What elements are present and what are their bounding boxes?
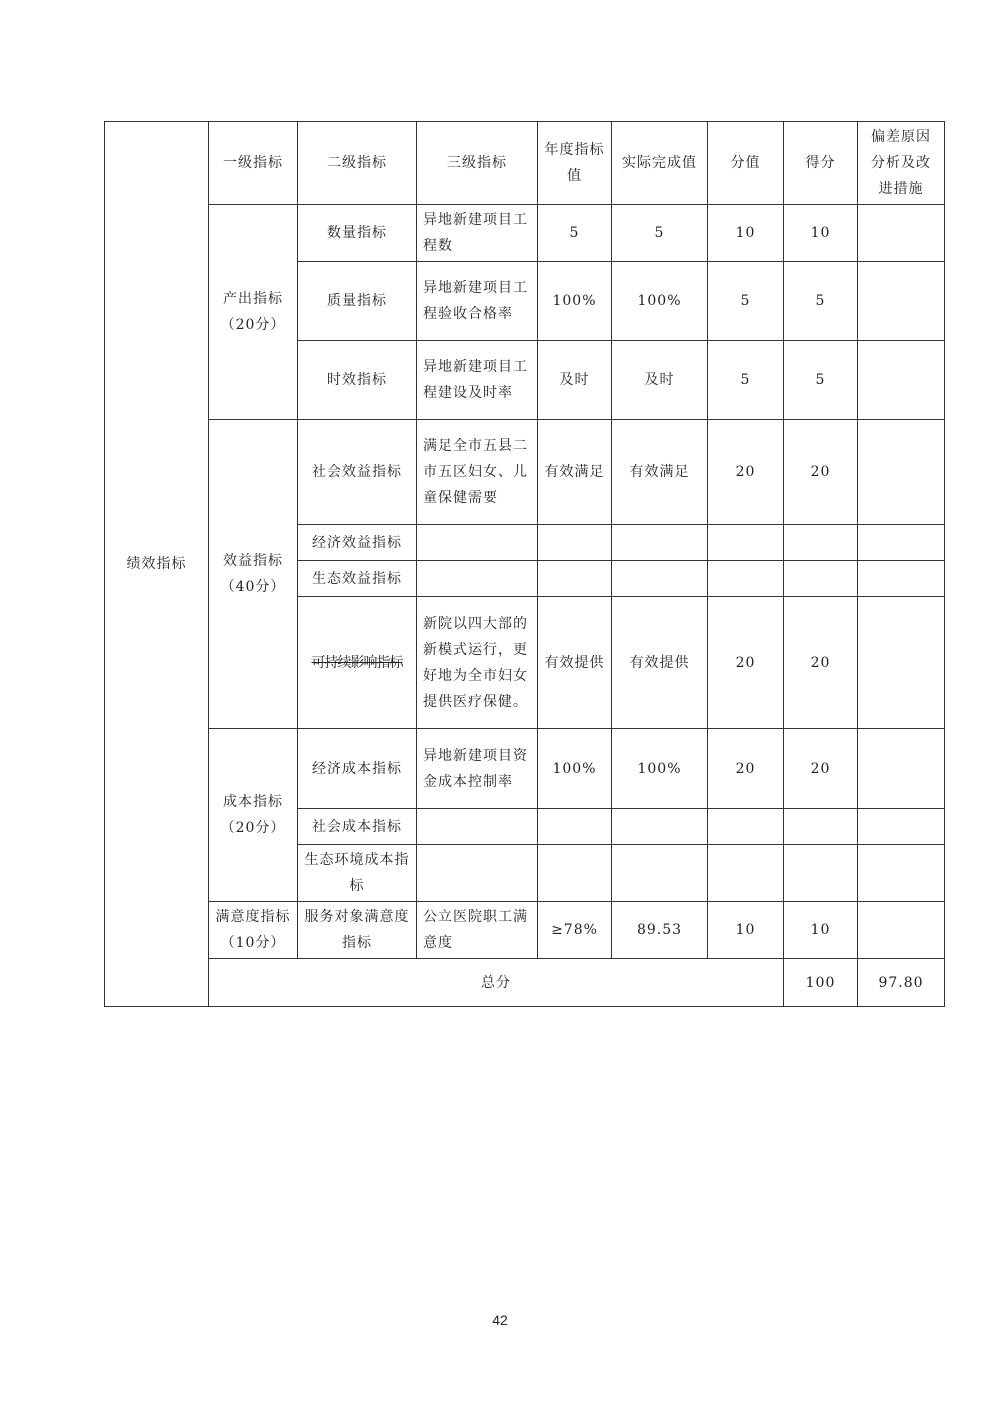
actual-cell: 有效提供 [612, 597, 708, 729]
deviation-cell [858, 809, 945, 845]
deviation-cell [858, 341, 945, 420]
sustainable-impact-label: 可持续影响指标 [311, 654, 403, 671]
score-cell: 10 [784, 902, 858, 959]
table-row [105, 205, 945, 262]
level3-cell: 异地新建项目工程建设及时率 [417, 341, 538, 420]
target-cell [538, 561, 612, 597]
level2-cell: 质量指标 [298, 262, 417, 341]
actual-cell [612, 845, 708, 902]
level3-cell: 新院以四大部的新模式运行，更好地为全市妇女提供医疗保健。 [417, 597, 538, 729]
level2-cell [298, 597, 417, 729]
level2-cell: 社会效益指标 [298, 420, 417, 525]
score-cell: 20 [784, 597, 858, 729]
level3-cell [417, 525, 538, 561]
score-cell [784, 561, 858, 597]
target-cell: 有效满足 [538, 420, 612, 525]
actual-cell [612, 561, 708, 597]
header-row [105, 122, 945, 205]
score-cell: 5 [784, 341, 858, 420]
target-cell: ≥78% [538, 902, 612, 959]
score-cell: 10 [784, 205, 858, 262]
score-value-cell [708, 525, 784, 561]
deviation-cell [858, 262, 945, 341]
table-row [105, 420, 945, 525]
score-value-cell [708, 561, 784, 597]
header-actual: 实际完成值 [612, 122, 708, 205]
level3-cell: 异地新建项目资金成本控制率 [417, 729, 538, 809]
target-cell: 100% [538, 729, 612, 809]
actual-cell [612, 525, 708, 561]
target-cell [538, 525, 612, 561]
score-cell [784, 525, 858, 561]
header-level3: 三级指标 [417, 122, 538, 205]
actual-cell: 100% [612, 262, 708, 341]
level3-cell [417, 809, 538, 845]
deviation-cell [858, 597, 945, 729]
level1-output: 产出指标（20分） [209, 205, 298, 420]
level1-benefit: 效益指标（40分） [209, 420, 298, 729]
level2-cell: 生态效益指标 [298, 561, 417, 597]
target-cell [538, 845, 612, 902]
header-score-value: 分值 [708, 122, 784, 205]
level2-cell: 生态环境成本指标 [298, 845, 417, 902]
score-value-cell [708, 809, 784, 845]
score-value-cell: 20 [708, 420, 784, 525]
score-cell [784, 809, 858, 845]
deviation-cell [858, 561, 945, 597]
score-value-cell [708, 845, 784, 902]
level3-cell: 满足全市五县二市五区妇女、儿童保健需要 [417, 420, 538, 525]
header-target: 年度指标值 [538, 122, 612, 205]
score-cell: 5 [784, 262, 858, 341]
score-cell [784, 845, 858, 902]
total-label: 总分 [209, 959, 784, 1007]
level3-cell: 异地新建项目工程数 [417, 205, 538, 262]
score-value-cell: 20 [708, 597, 784, 729]
page-number: 42 [492, 1312, 508, 1328]
actual-cell: 5 [612, 205, 708, 262]
actual-cell: 89.53 [612, 902, 708, 959]
level3-cell [417, 845, 538, 902]
deviation-cell [858, 205, 945, 262]
deviation-cell [858, 902, 945, 959]
score-cell: 20 [784, 420, 858, 525]
performance-indicator-table [104, 121, 945, 1007]
deviation-cell [858, 420, 945, 525]
level1-cost: 成本指标（20分） [209, 729, 298, 902]
level2-cell: 数量指标 [298, 205, 417, 262]
target-cell: 有效提供 [538, 597, 612, 729]
level3-cell: 公立医院职工满意度 [417, 902, 538, 959]
deviation-cell [858, 729, 945, 809]
total-score: 97.80 [858, 959, 945, 1007]
header-level2: 二级指标 [298, 122, 417, 205]
table-row [105, 729, 945, 809]
total-row [105, 959, 945, 1007]
target-cell [538, 809, 612, 845]
actual-cell: 100% [612, 729, 708, 809]
score-value-cell: 5 [708, 262, 784, 341]
score-value-cell: 10 [708, 205, 784, 262]
deviation-cell [858, 845, 945, 902]
actual-cell: 及时 [612, 341, 708, 420]
level2-cell: 社会成本指标 [298, 809, 417, 845]
header-score: 得分 [784, 122, 858, 205]
score-value-cell: 10 [708, 902, 784, 959]
level2-cell: 时效指标 [298, 341, 417, 420]
deviation-cell [858, 525, 945, 561]
outer-label: 绩效指标 [105, 122, 209, 1007]
total-score-value: 100 [784, 959, 858, 1007]
score-value-cell: 5 [708, 341, 784, 420]
header-level1: 一级指标 [209, 122, 298, 205]
level2-cell: 服务对象满意度指标 [298, 902, 417, 959]
target-cell: 100% [538, 262, 612, 341]
actual-cell: 有效满足 [612, 420, 708, 525]
level2-cell: 经济效益指标 [298, 525, 417, 561]
level3-cell: 异地新建项目工程验收合格率 [417, 262, 538, 341]
level3-cell [417, 561, 538, 597]
level1-satisfaction: 满意度指标（10分） [209, 902, 298, 959]
actual-cell [612, 809, 708, 845]
table-row [105, 902, 945, 959]
score-cell: 20 [784, 729, 858, 809]
score-value-cell: 20 [708, 729, 784, 809]
header-deviation: 偏差原因分析及改进措施 [858, 122, 945, 205]
target-cell: 5 [538, 205, 612, 262]
target-cell: 及时 [538, 341, 612, 420]
level2-cell: 经济成本指标 [298, 729, 417, 809]
